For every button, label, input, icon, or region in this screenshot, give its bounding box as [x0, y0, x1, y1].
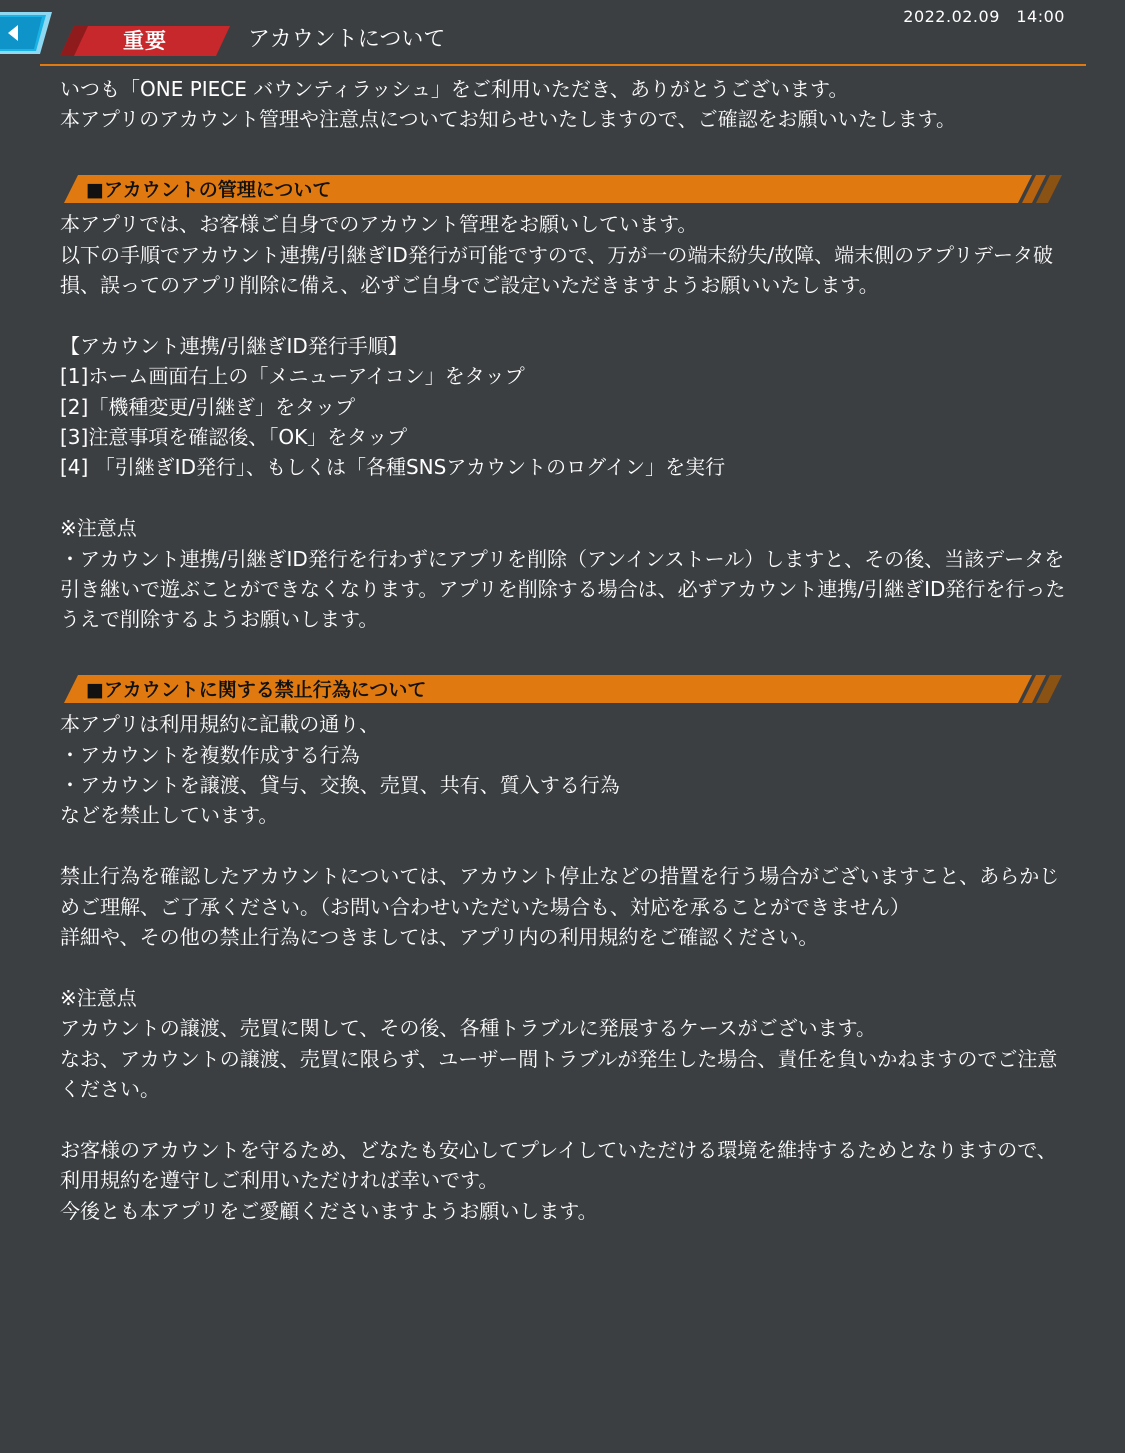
- step-item: [2]「機種変更/引継ぎ」をタップ: [60, 394, 356, 419]
- section-body: 本アプリは利用規約に記載の通り、 ・アカウントを複数作成する行為 ・アカウントを譲渡、貸与、交換、売買、共有、質入する行為 などを禁止しています。: [60, 712, 620, 828]
- note-title: ※注意点: [60, 985, 137, 1010]
- step-item: [4] 「引継ぎID発行」、もしくは「各種SNSアカウントのログイン」を実行: [60, 455, 726, 480]
- section-header-account-management: [64, 175, 1064, 205]
- step-item: [3]注意事項を確認後、「OK」をタップ: [60, 425, 408, 450]
- header-divider: [40, 64, 1086, 66]
- section-body: 禁止行為を確認したアカウントについては、アカウント停止などの措置を行う場合がございますこと、あらかじめご理解、ご了承ください。（お問い合わせいただいた場合も、対応を承ることができません） 詳細や、その他の禁止行為につきましては、アプリ内の利用規約をご確認ください。: [60, 864, 1060, 950]
- badge-label: 重要: [123, 29, 167, 53]
- intro-text: いつも「ONE PIECE バウンティラッシュ」をご利用いただき、ありがとうございます。 本アプリのアカウント管理や注意点についてお知らせいたしますので、ご確認をお願いいたします。: [60, 77, 956, 132]
- chevron-left-icon: [0, 12, 52, 54]
- note-body: アカウントの譲渡、売買に関して、その後、各種トラブルに発展するケースがございます。 なお、アカウントの譲渡、売買に限らず、ユーザー間トラブルが発生した場合、責任を負いかねますのでご注意ください。: [60, 1016, 1058, 1102]
- section-heading: ■アカウントに関する禁止行為について: [86, 679, 427, 702]
- note-title: ※注意点: [60, 516, 137, 541]
- note-body: ・アカウント連携/引継ぎID発行を行わずにアプリを削除（アンインストール）しますと、その後、当該データを引き継いで遊ぶことができなくなります。アプリを削除する場合は、必ずアカウント連携/引継ぎID発行を行ったうえで削除するようお願いします。: [60, 546, 1066, 632]
- back-button[interactable]: [0, 12, 52, 54]
- step-item: [1]ホーム画面右上の「メニューアイコン」をタップ: [60, 364, 525, 389]
- steps-title: 【アカウント連携/引継ぎID発行手順】: [60, 333, 408, 358]
- article-body: [60, 74, 1070, 1226]
- closing-text: お客様のアカウントを守るため、どなたも安心してプレイしていただける環境を維持するためとなりますので、利用規約を遵守しご利用いただければ幸いです。 今後とも本アプリをご愛顧くださいますようお願いします。: [60, 1137, 1057, 1223]
- section-header-prohibited-acts: [64, 675, 1064, 705]
- importance-badge: [60, 26, 230, 56]
- timestamp: 2022.02.09 14:00: [903, 7, 1065, 26]
- section-heading: ■アカウントの管理について: [86, 179, 332, 202]
- section-body: 本アプリでは、お客様ご自身でのアカウント管理をお願いしています。 以下の手順でアカウント連携/引継ぎID発行が可能ですので、万が一の端末紛失/故障、端末側のアプリデータ破損、誤ってのアプリ削除に備え、必ずご自身でご設定いただきますようお願いいたします。: [60, 212, 1053, 298]
- page-title: アカウントについて: [248, 27, 446, 52]
